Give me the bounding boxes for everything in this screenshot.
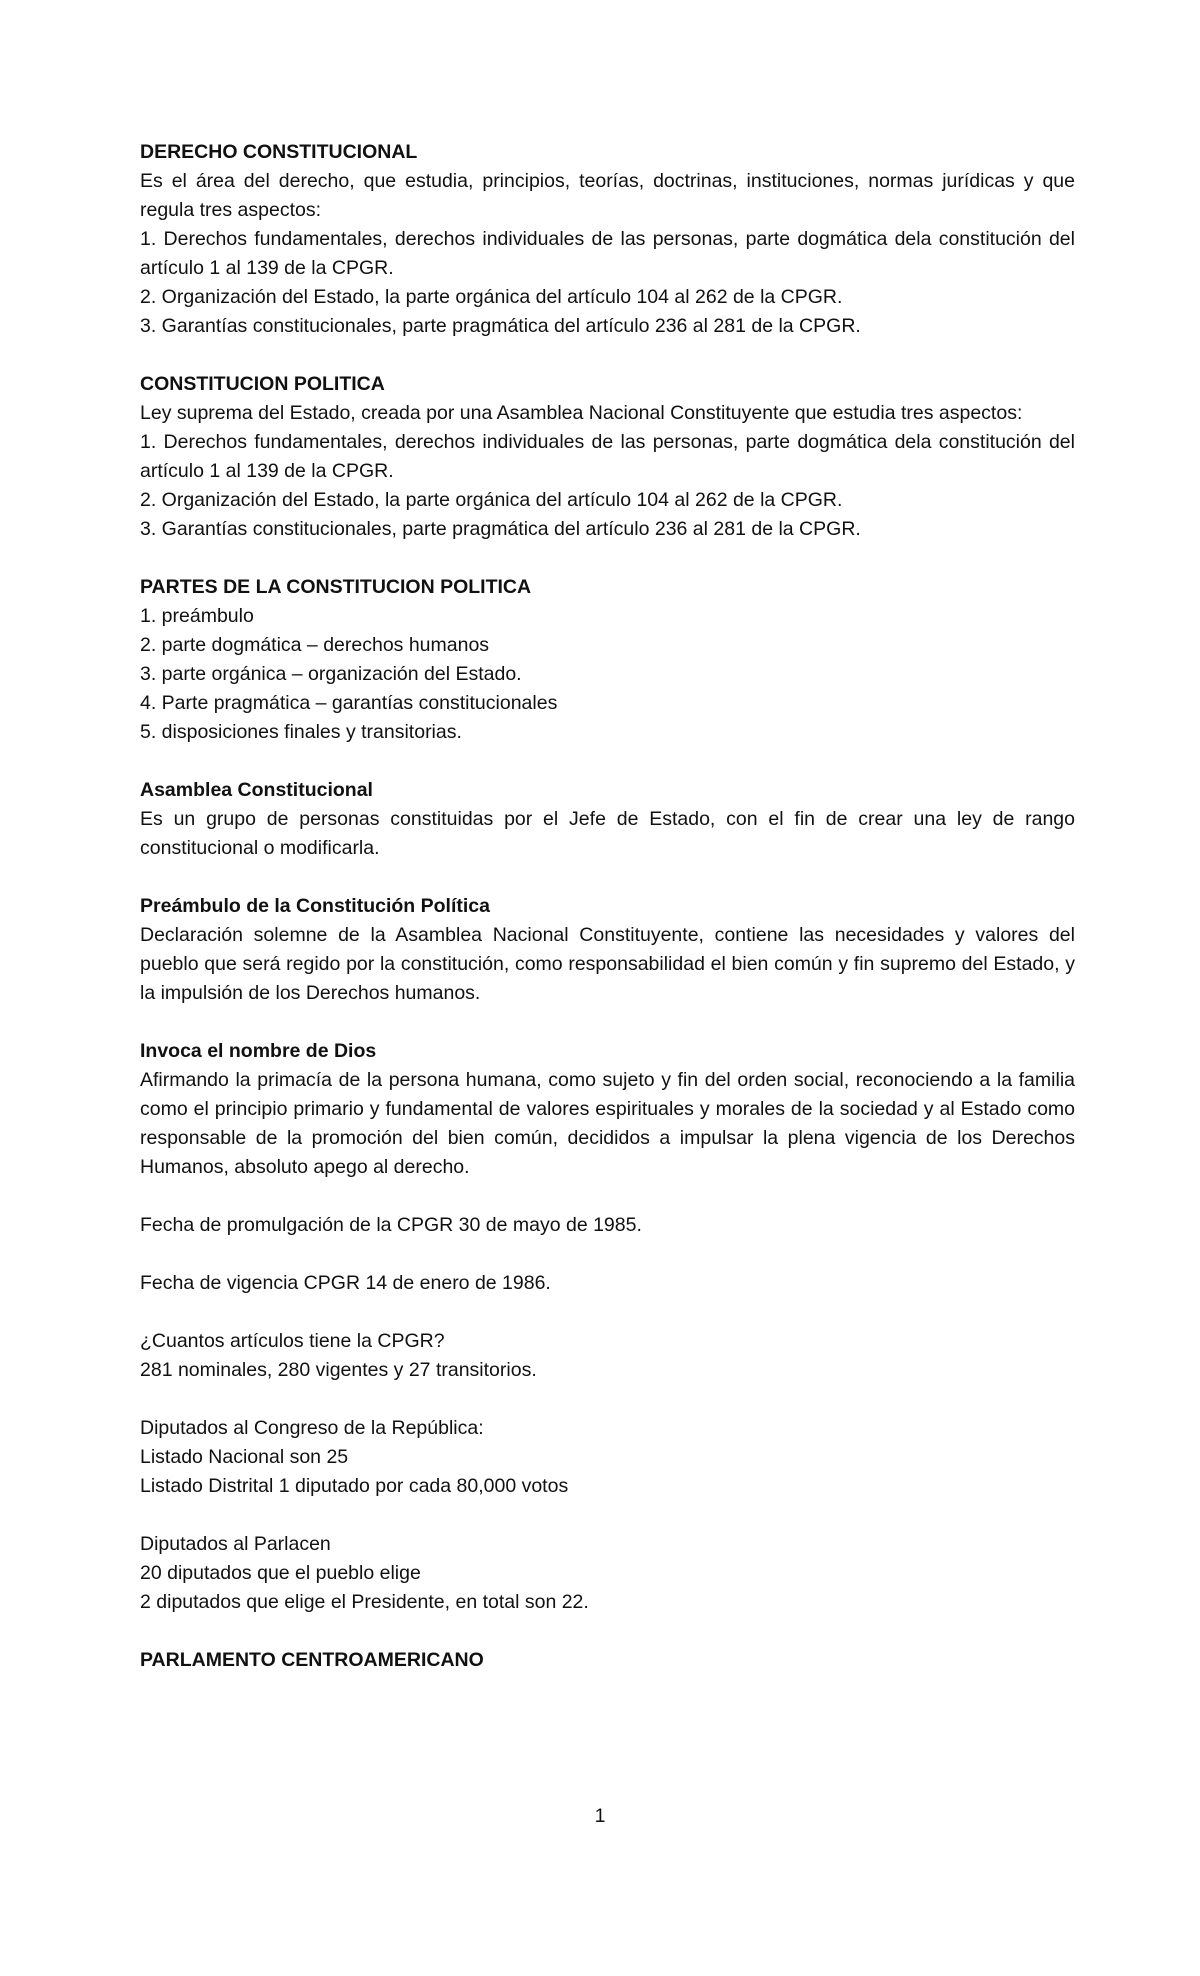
page-number: 1: [594, 1805, 606, 1827]
section-parlamento-centroamericano: [140, 1646, 1075, 1675]
section-partes-constitucion: [140, 573, 1075, 747]
list-item: 5. disposiciones finales y transitorias.: [140, 721, 462, 743]
list-item: 3. Garantías constitucionales, parte pragmática del artículo 236 al 281 de la CPGR.: [140, 315, 861, 337]
list-item: 1. Derechos fundamentales, derechos individuales de las personas, parte dogmática dela constitución del artículo 1 al 139 de la CPGR.: [140, 228, 1075, 279]
fact-text: Fecha de vigencia CPGR 14 de enero de 1986.: [140, 1272, 551, 1294]
section-constitucion-politica: [140, 370, 1075, 544]
list-item: 2. Organización del Estado, la parte orgánica del artículo 104 al 262 de la CPGR.: [140, 286, 843, 308]
list-item: 3. Garantías constitucionales, parte pragmática del artículo 236 al 281 de la CPGR.: [140, 518, 861, 540]
list-item: 1. preámbulo: [140, 605, 254, 627]
section-derecho-constitucional: [140, 138, 1075, 341]
fact-parlacen: [140, 1530, 1075, 1617]
section-heading: PARLAMENTO CENTROAMERICANO: [140, 1649, 484, 1671]
fact-line: Listado Nacional son 25: [140, 1446, 349, 1468]
list-item: 2. Organización del Estado, la parte orgánica del artículo 104 al 262 de la CPGR.: [140, 489, 843, 511]
section-heading: DERECHO CONSTITUCIONAL: [140, 141, 418, 163]
fact-text: Fecha de promulgación de la CPGR 30 de mayo de 1985.: [140, 1214, 642, 1236]
section-heading: Invoca el nombre de Dios: [140, 1040, 377, 1062]
fact-congreso: [140, 1414, 1075, 1501]
section-asamblea-constitucional: [140, 776, 1075, 863]
section-intro: Ley suprema del Estado, creada por una Asamblea Nacional Constituyente que estudia tres aspectos:: [140, 402, 1023, 424]
section-body: Declaración solemne de la Asamblea Nacional Constituyente, contiene las necesidades y valores del pueblo que será regido por la constitución, como responsabilidad el bien común y fin supremo del Estado, y la impulsión de los Derechos humanos.: [140, 924, 1075, 1004]
list-item: 2. parte dogmática – derechos humanos: [140, 634, 490, 656]
document-page: [140, 138, 1075, 1675]
fact-articulos: [140, 1327, 1075, 1385]
section-intro: Es el área del derecho, que estudia, principios, teorías, doctrinas, instituciones, normas jurídicas y que regula tres aspectos:: [140, 170, 1075, 221]
fact-line: Listado Distrital 1 diputado por cada 80,000 votos: [140, 1475, 569, 1497]
fact-promulgacion: [140, 1211, 1075, 1240]
section-heading: Preámbulo de la Constitución Política: [140, 895, 490, 917]
fact-question: ¿Cuantos artículos tiene la CPGR?: [140, 1330, 445, 1352]
fact-line: Diputados al Parlacen: [140, 1533, 331, 1555]
fact-answer: 281 nominales, 280 vigentes y 27 transitorios.: [140, 1359, 537, 1381]
section-preambulo: [140, 892, 1075, 1008]
section-body: Es un grupo de personas constituidas por el Jefe de Estado, con el fin de crear una ley de rango constitucional o modificarla.: [140, 808, 1075, 859]
section-invoca-dios: [140, 1037, 1075, 1182]
section-heading: CONSTITUCION POLITICA: [140, 373, 385, 395]
list-item: 3. parte orgánica – organización del Estado.: [140, 663, 522, 685]
fact-vigencia: [140, 1269, 1075, 1298]
section-heading: PARTES DE LA CONSTITUCION POLITICA: [140, 576, 532, 598]
fact-line: Diputados al Congreso de la República:: [140, 1417, 484, 1439]
fact-line: 20 diputados que el pueblo elige: [140, 1562, 421, 1584]
section-heading: Asamblea Constitucional: [140, 779, 373, 801]
list-item: 4. Parte pragmática – garantías constitucionales: [140, 692, 558, 714]
list-item: 1. Derechos fundamentales, derechos individuales de las personas, parte dogmática dela constitución del artículo 1 al 139 de la CPGR.: [140, 431, 1075, 482]
section-body: Afirmando la primacía de la persona humana, como sujeto y fin del orden social, reconociendo a la familia como el principio primario y fundamental de valores espirituales y morales de la sociedad y al Estado como responsable de la promoción del bien común, decididos a impulsar la plena vigencia de los Derechos Humanos, absoluto apego al derecho.: [140, 1069, 1075, 1178]
fact-line: 2 diputados que elige el Presidente, en total son 22.: [140, 1591, 589, 1613]
